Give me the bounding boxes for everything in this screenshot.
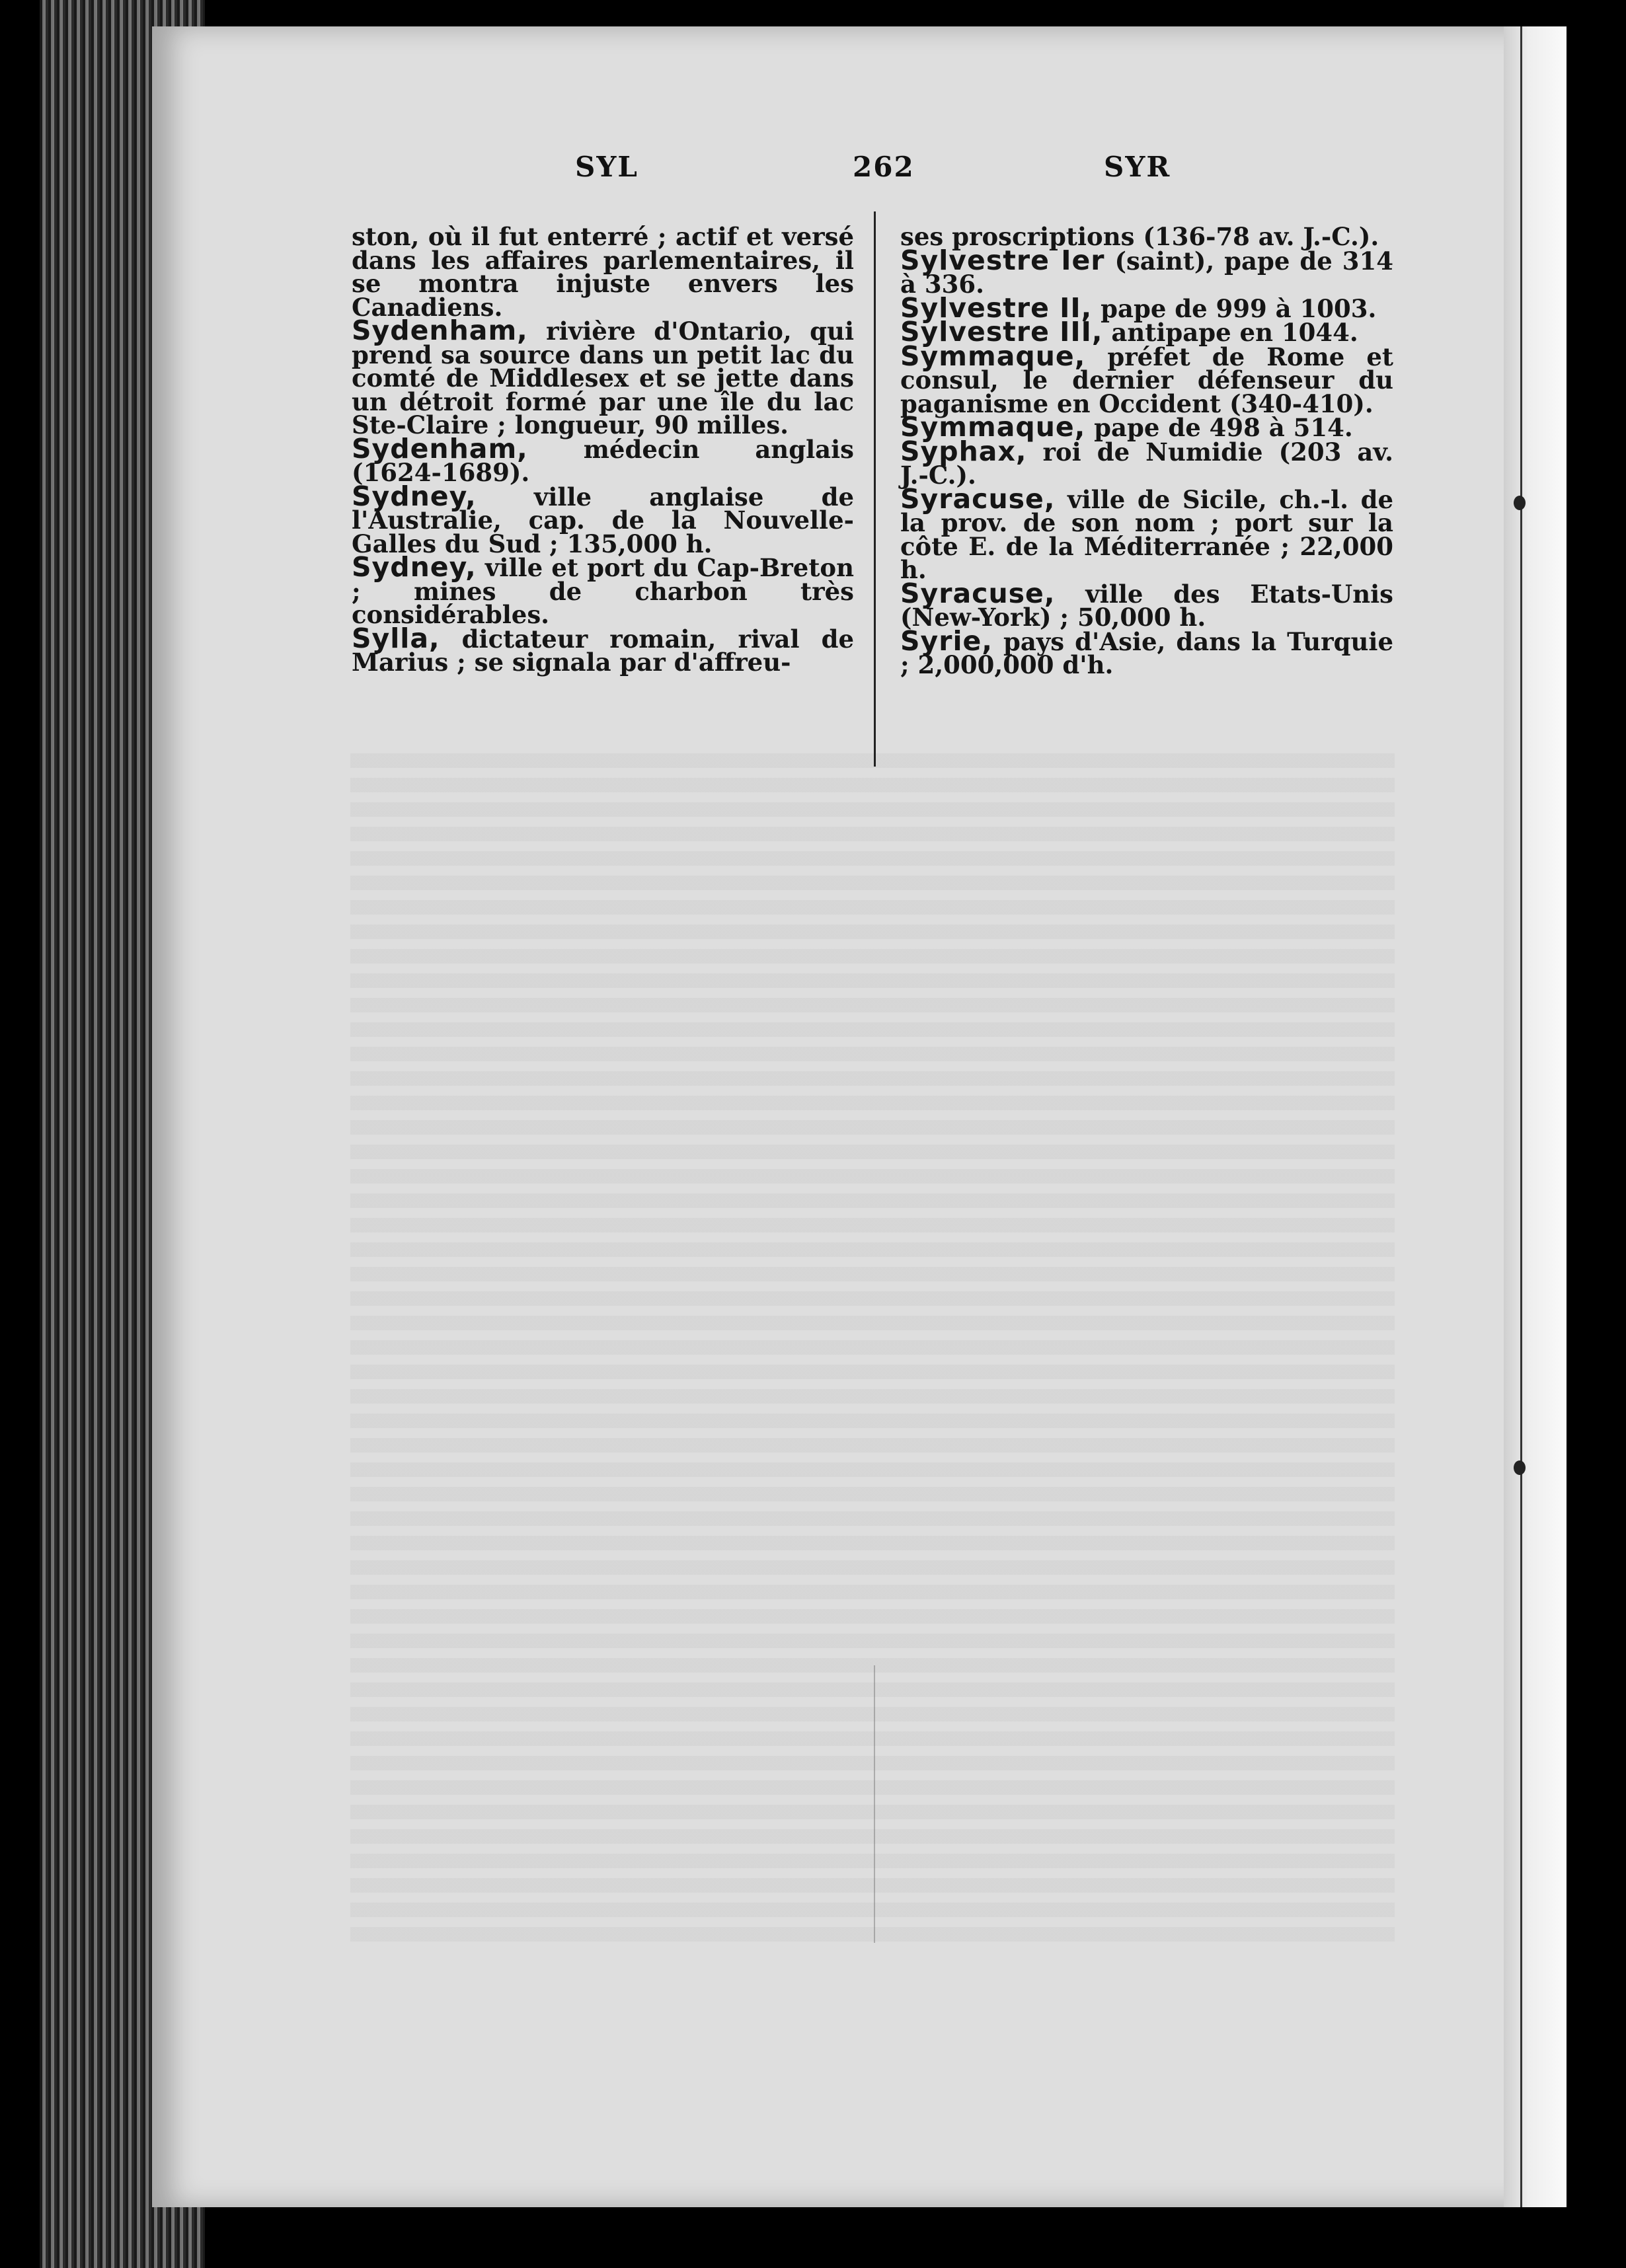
entry	[352, 222, 854, 322]
entry	[352, 551, 854, 629]
entry-text: ville des Etats-Unis (New-York) ; 50,000 h.	[900, 579, 1393, 632]
entry-text: ville et port du Cap-Breton ; mines de charbon très considérables.	[352, 553, 854, 629]
headword: Sylvestre II,	[900, 291, 1093, 324]
headword: Sylvestre III,	[900, 316, 1103, 348]
headword: Sydney,	[352, 480, 477, 512]
headword: Sylla,	[352, 622, 440, 654]
entry	[900, 435, 1393, 490]
running-head-left: SYL	[575, 151, 639, 183]
entry-text: médecin anglais (1624-1689).	[352, 434, 854, 487]
entry-text: ses proscriptions (136-78 av. J.-C.).	[900, 222, 1379, 251]
column-divider	[874, 211, 876, 767]
entry	[352, 622, 854, 677]
entry-text: roi de Numidie (203 av. J.-C.).	[900, 437, 1393, 490]
entry	[900, 482, 1393, 584]
entry-text: ville anglaise de l'Australie, cap. de la Nouvelle-Galles du Sud ; 135,000 h.	[352, 482, 854, 558]
scan-border	[1567, 0, 1626, 2268]
left-column	[352, 222, 854, 677]
entry	[352, 480, 854, 558]
headword: Symmaque,	[900, 340, 1086, 372]
headword: Syphax,	[900, 435, 1027, 467]
headword: Sydenham,	[352, 315, 528, 346]
gutter-fold-line	[1520, 26, 1522, 2207]
headword: Syracuse,	[900, 577, 1056, 609]
headword: Syracuse,	[900, 482, 1056, 515]
entry-text: ville de Sicile, ch.-l. de la prov. de son nom ; port sur la côte E. de la Méditerranée ; 22,000 h.	[900, 484, 1393, 584]
entry	[900, 244, 1393, 299]
entry-text: ston, où il fut enterré ; actif et versé dans les affaires parlementaires, il se montra injuste envers les Canadiens.	[352, 222, 854, 322]
entry-text: pape de 999 à 1003.	[1092, 293, 1377, 323]
headword: Sydney,	[352, 551, 477, 583]
headword: Syrie,	[900, 624, 993, 657]
headword: Symmaque,	[900, 411, 1086, 443]
entry-text: (saint), pape de 314 à 336.	[900, 246, 1393, 299]
entry	[900, 340, 1393, 418]
entry	[352, 432, 854, 487]
page-gutter	[1504, 26, 1567, 2207]
entry-text: antipape en 1044.	[1103, 318, 1358, 347]
entry	[900, 624, 1393, 679]
binding-mark	[1514, 496, 1526, 510]
column-divider-faint	[874, 1665, 875, 1943]
bleed-through-area	[350, 753, 1395, 1943]
headword: Sydenham,	[352, 432, 528, 465]
entry-text: dictateur romain, rival de Marius ; se signala par d'affreu-	[352, 624, 854, 677]
right-column	[900, 222, 1393, 679]
entry	[900, 577, 1393, 632]
headword: Sylvestre Ier	[900, 244, 1105, 276]
entry-text: préfet de Rome et consul, le dernier défenseur du paganisme en Occident (340-410).	[900, 342, 1393, 418]
entry-text: pays d'Asie, dans la Turquie ; 2,000,000 d'h.	[900, 626, 1393, 679]
entry-text: pape de 498 à 514.	[1085, 413, 1353, 442]
page-number: 262	[853, 151, 915, 183]
entry	[352, 315, 854, 439]
running-head-right: SYR	[1104, 151, 1171, 183]
binding-mark	[1514, 1460, 1526, 1475]
entry-text: rivière d'Ontario, qui prend sa source dans un petit lac du comté de Middlesex et se jette dans un détroit formé par une île du lac Ste-Claire ; longueur, 90 milles.	[352, 317, 854, 439]
